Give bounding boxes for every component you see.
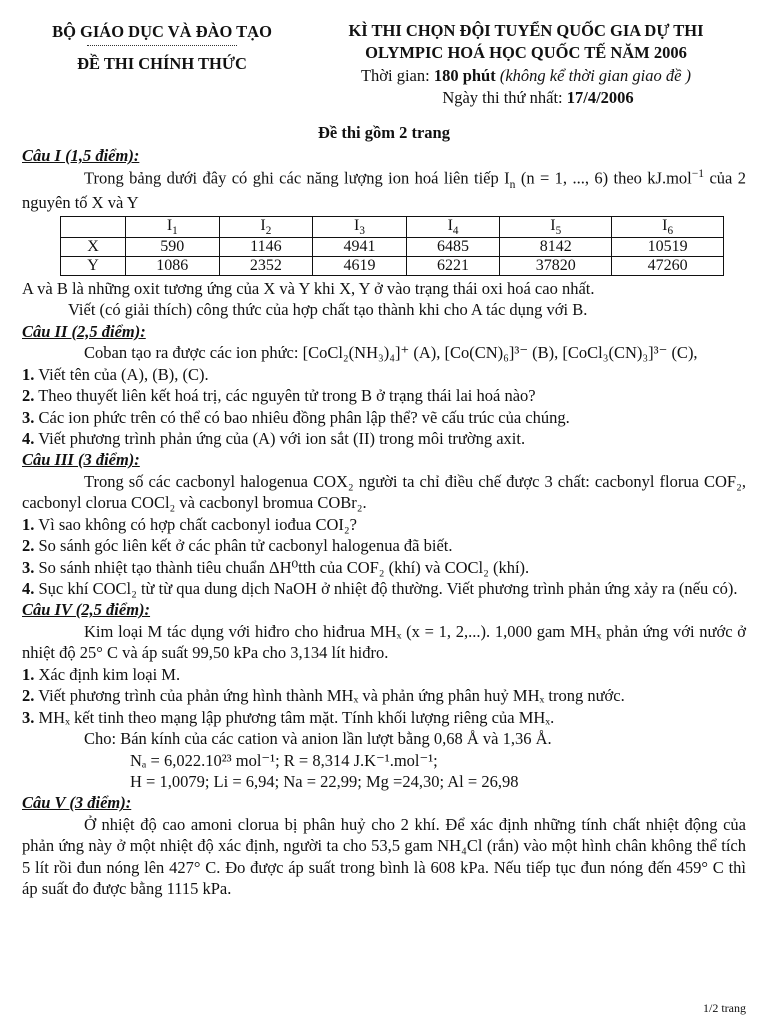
q2-item-2 [22,385,746,406]
q4-given-1: Cho: Bán kính của các cation và anion lần lượt bằng 0,68 Å và 1,36 Å. [84,729,552,749]
item-number: 3. [22,407,35,427]
q4-item-2 [22,685,746,706]
q2-item-3-text: Các ion phức trên có thể có bao nhiêu đồng phân lập thể? vẽ cấu trúc của chúng. [38,407,570,427]
ministry-name: BỘ GIÁO DỤC VÀ ĐÀO TẠO [52,22,272,41]
q1-intro-c: của 2 nguyên tố X và Y [22,168,747,213]
item-number: 2. [22,686,35,706]
q4-given-2: Nₐ = 6,022.10²³ mol⁻¹; R = 8,314 J.K⁻¹.mol⁻¹; [130,750,438,770]
time-note: (không kể thời gian giao đề ) [495,65,692,85]
exam-title-line2: OLYMPIC HOÁ HỌC QUỐC TẾ NĂM 2006 [365,43,687,63]
table-cell: 4941 [313,237,407,256]
ionization-table [60,216,724,276]
q4-item-3 [22,707,746,728]
item-number: 1. [22,664,35,684]
q5-body: Ở nhiệt độ cao amoni clorua bị phân huỷ cho 2 khí. Để xác định những tính chất nhiệt động của phản ứng này ở một nhiệt độ xác định, người ta cho 53,5 gam NH₄Cl (rắn) vào một hình chân không thể tích 5 lít rồi đun nóng lên 427° C. Đo được áp suất trong bình là 608 kPa. Nếu tiếp tục đun nóng đến 459° C thì áp suất đo được bằng 1115 kPa. [22,814,746,899]
q2-item-2-text: Theo thuyết liên kết hoá trị, các nguyên tử trong B ở trạng thái lai hoá nào? [38,386,536,406]
q1-para2: Viết (có giải thích) công thức của hợp chất tạo thành khi cho A tác dụng với B. [68,300,588,320]
table-row [61,237,724,256]
q1-title: Câu I (1,5 điểm): [22,146,140,166]
q1-intro-a: Trong bảng dưới đây có ghi các năng lượng ion hoá liên tiếp I [84,168,510,187]
item-number: 1. [22,514,35,534]
q4-intro: Kim loại M tác dụng với hiđro cho hiđrua MHₓ (x = 1, 2,...). 1,000 gam MHₓ phản ứng với nước ở nhiệt độ 25° C và áp suất 99,50 kPa cho 3,134 lít hiđro. [22,621,746,663]
table-corner [61,216,126,237]
exam-date [306,87,746,109]
table-cell: 1086 [126,256,220,275]
table-header: $I_2$ [219,216,313,237]
q3-intro: Trong số các cacbonyl halogenua COX₂ người ta chỉ điều chế được 3 chất: cacbonyl florua COF₂, cacbonyl clorua COCl₂ và cacbonyl bromua COBr₂. [22,471,746,513]
table-cell: Y [61,256,126,275]
q2-item-3 [22,407,746,428]
q2-item-4-text: Viết phương trình phản ứng của (A) với ion sắt (II) trong môi trường axit. [38,428,526,448]
q3-item-4-text: Sục khí COCl₂ từ từ qua dung dịch NaOH ở nhiệt độ thường. Viết phương trình phản ứng xảy ra (nếu có). [38,579,738,599]
page-number: 1/2 trang [703,1001,746,1015]
header-right [306,20,746,109]
q3-item-1 [22,514,746,535]
item-number: 1. [22,364,35,384]
table-cell: 37820 [500,256,612,275]
q4-item-2-text: Viết phương trình của phản ứng hình thành MHₓ và phản ứng phân huỷ MHₓ trong nước. [38,686,625,706]
table-cell: 1146 [219,237,313,256]
table-header: $I_3$ [313,216,407,237]
date-label: Ngày thi thứ nhất: [442,87,567,107]
pages-note: Đề thi gồm 2 trang [318,123,450,143]
item-number: 4. [22,579,35,599]
table-cell: 8142 [500,237,612,256]
q3-item-3-text: So sánh nhiệt tạo thành tiêu chuẩn ΔH⁰tth của COF₂ (khí) và COCl₂ (khí). [38,557,530,577]
exam-title-line1: KÌ THI CHỌN ĐỘI TUYỂN QUỐC GIA DỰ THI [348,21,704,40]
q1-para1: A và B là những oxit tương ứng của X và Y khi X, Y ở vào trạng thái oxi hoá cao nhất. [22,278,595,298]
item-number: 3. [22,707,35,727]
table-cell: 6221 [406,256,500,275]
q4-title: Câu IV (2,5 điểm): [22,600,151,620]
table-row [61,256,724,275]
q2-intro: Coban tạo ra được các ion phức: [CoCl₂(NH₃)₄]⁺ (A), [Co(CN)₆]³⁻ (B), [CoCl₃(CN)₃]³⁻ (C), [84,343,698,363]
table-cell: 2352 [219,256,313,275]
item-number: 2. [22,536,35,556]
q3-item-3 [22,557,746,578]
q1-intro [22,167,746,214]
header-left [22,20,302,109]
table-header: $I_5$ [500,216,612,237]
exam-header [22,20,746,109]
table-header-row [61,216,724,237]
time-label: Thời gian: [360,65,434,85]
table-cell: 590 [126,237,220,256]
table-header: $I_6$ [612,216,724,237]
table-header: $I_1$ [126,216,220,237]
table-header: $I_4$ [406,216,500,237]
q1-sub-n: n [509,178,516,191]
q2-item-1 [22,364,746,385]
item-number: 2. [22,386,35,406]
table-cell: X [61,237,126,256]
q5-title: Câu V (3 điểm): [22,793,132,813]
q3-item-4 [22,578,746,599]
q4-item-1-text: Xác định kim loại M. [38,664,181,684]
q4-given-3: H = 1,0079; Li = 6,94; Na = 22,99; Mg =24,30; Al = 26,98 [130,771,519,791]
q3-item-1-text: Vì sao không có hợp chất cacbonyl iođua COI₂? [38,514,357,534]
q2-item-4 [22,428,746,449]
q1-intro-b: (n = 1, ..., 6) theo kJ.mol [515,168,692,187]
table-cell: 4619 [313,256,407,275]
q4-item-3-text: MHₓ kết tinh theo mạng lập phương tâm mặt. Tính khối lượng riêng của MHₓ. [38,707,555,727]
official-label: ĐỀ THI CHÍNH THỨC [77,53,247,73]
header-divider [87,45,237,46]
item-number: 4. [22,428,35,448]
q3-item-2-text: So sánh góc liên kết ở các phân tử cacbonyl halogenua đã biết. [38,536,453,556]
date-value: 17/4/2006 [566,87,634,107]
table-cell: 10519 [612,237,724,256]
time-value: 180 phút [433,65,496,85]
exam-time [306,65,746,87]
q4-item-1 [22,664,746,685]
q2-title: Câu II (2,5 điểm): [22,321,146,341]
table-cell: 47260 [612,256,724,275]
table-cell: 6485 [406,237,500,256]
q3-title: Câu III (3 điểm): [22,450,140,470]
q2-item-1-text: Viết tên của (A), (B), (C). [38,364,209,384]
q3-item-2 [22,535,746,556]
item-number: 3. [22,557,35,577]
q1-sup: −1 [691,167,705,180]
